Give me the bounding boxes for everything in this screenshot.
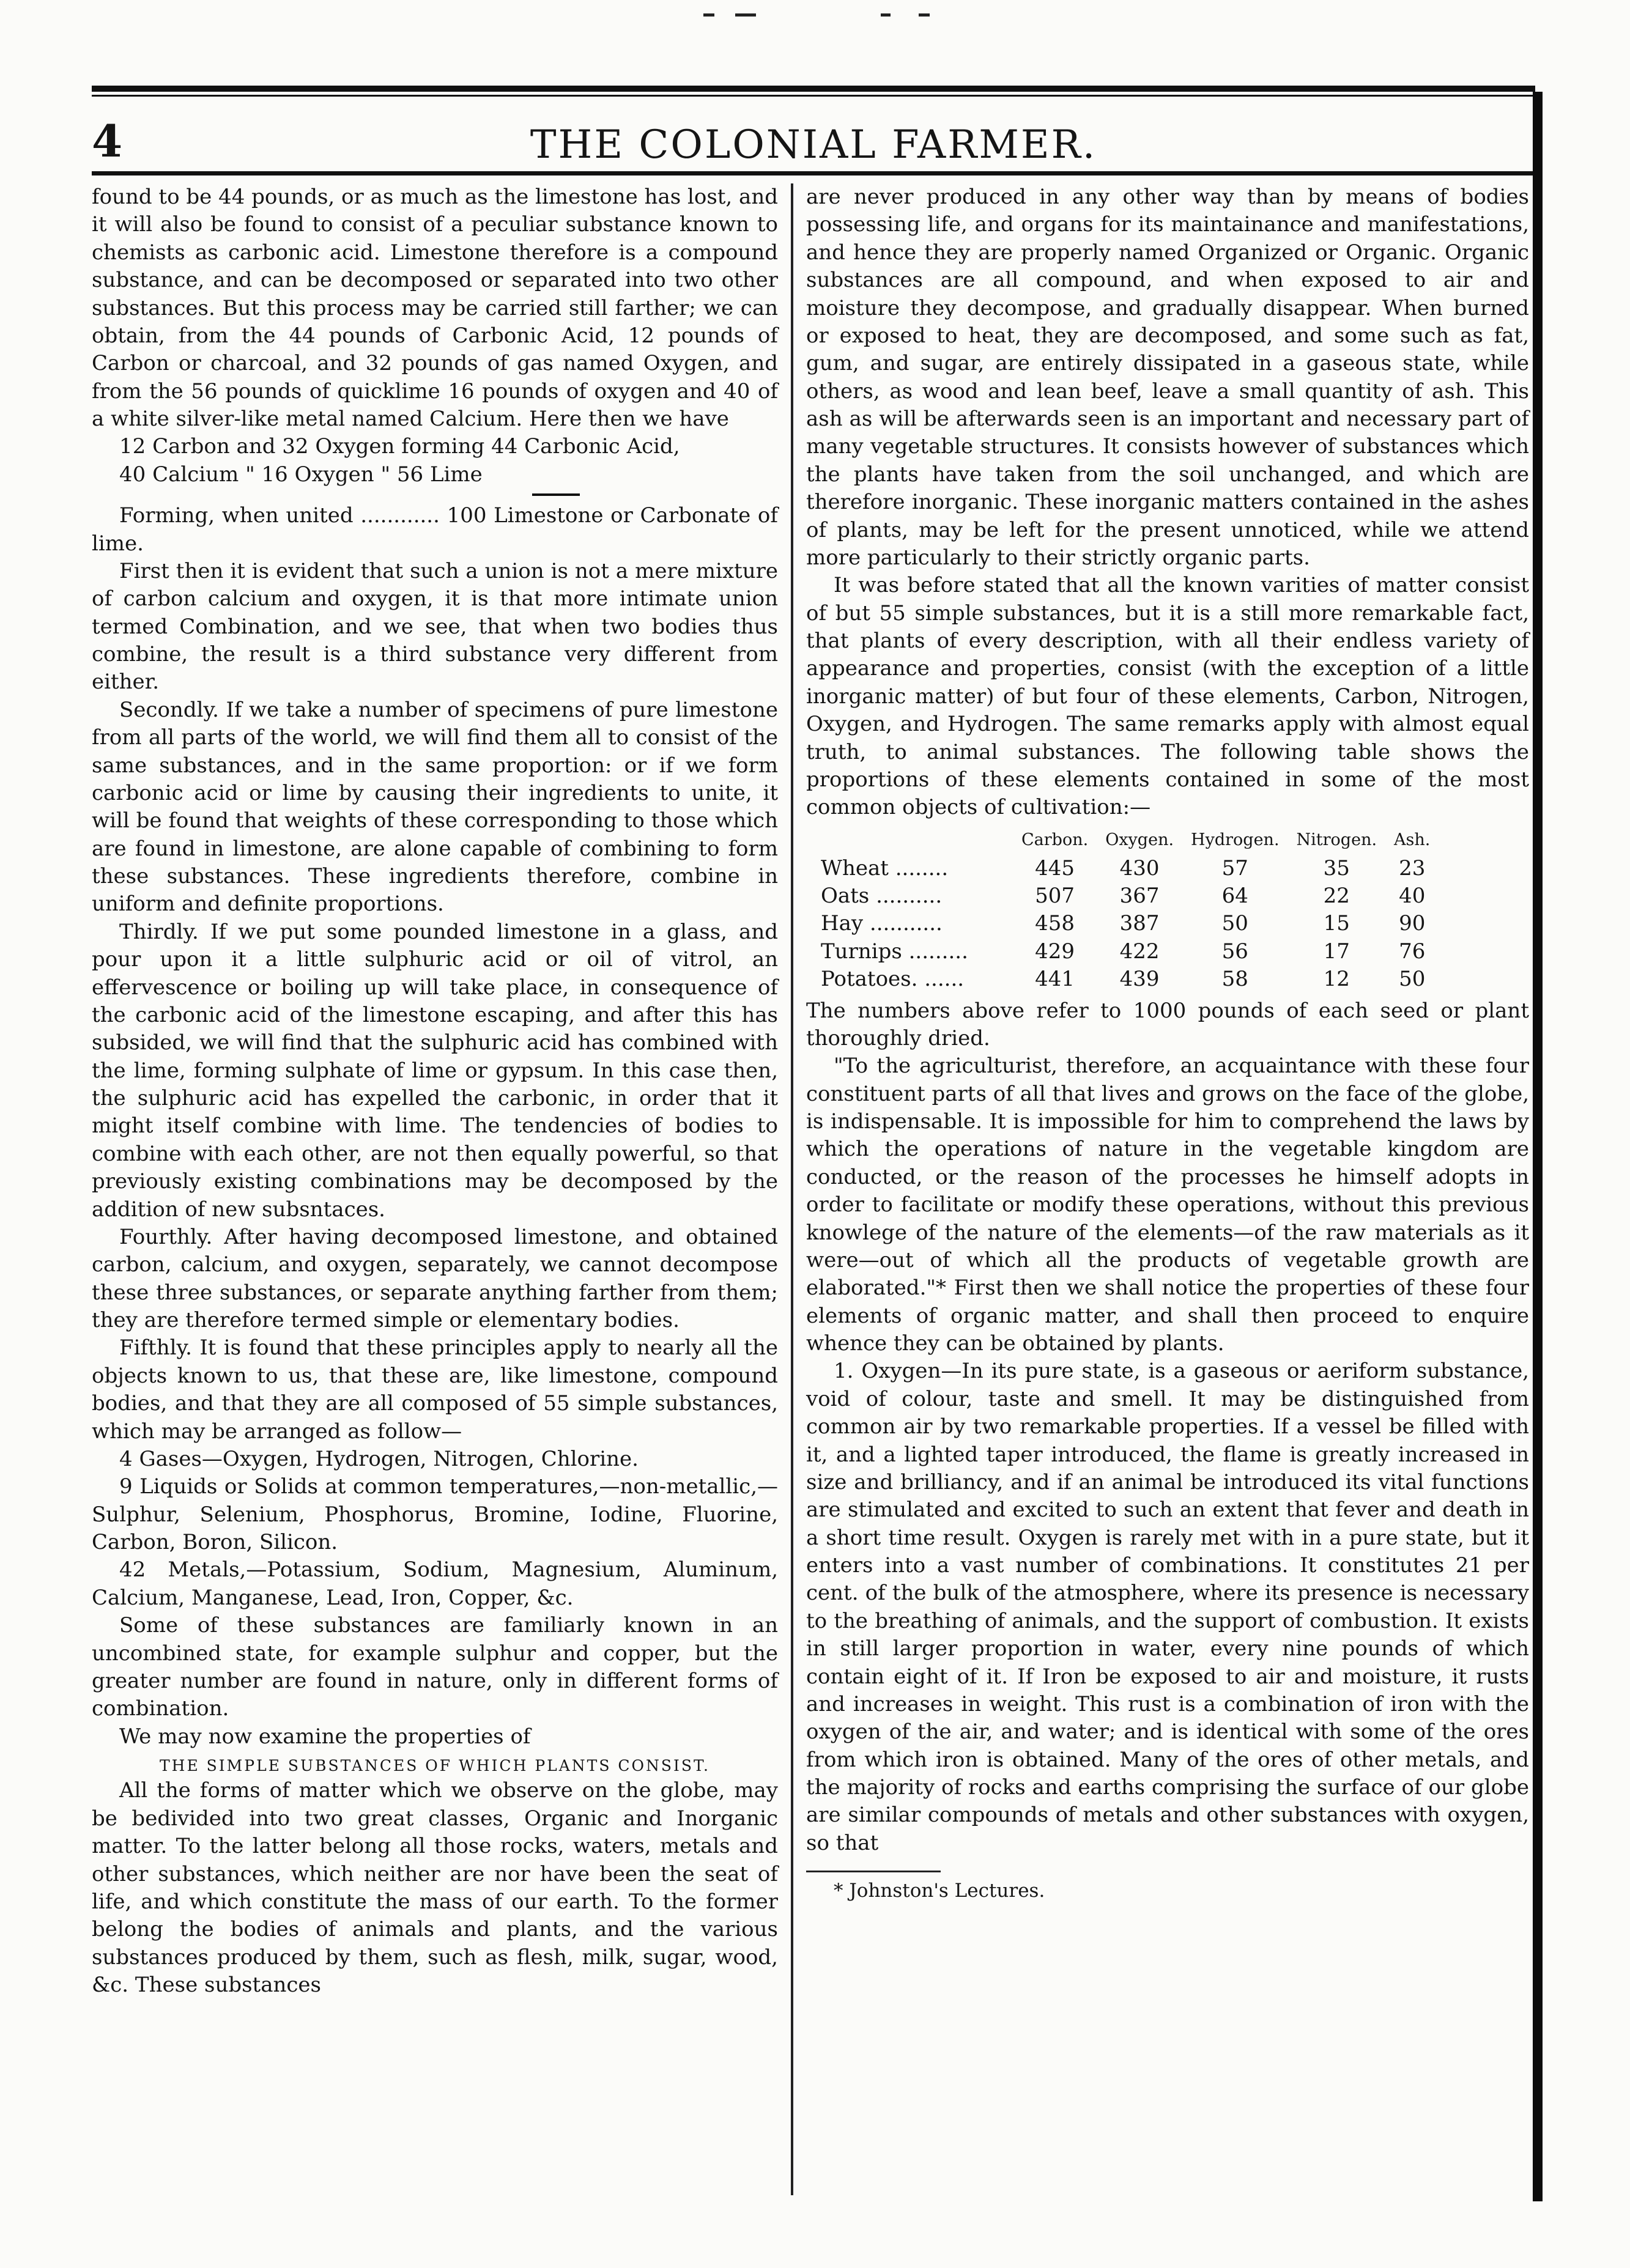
paragraph: Thirdly. If we put some pounded limestone in a glass, and pour upon it a little sulphuric acid or oil of vitrol, an effervescence or boiling up will take place, in consequence of the carbonic acid of the limestone escaping, and after this has subsided, we will find that the sulphuric acid has combined with the lime, forming sulphate of lime or gypsum. In this case then, the sulphuric acid has expelled the carbonic, in order that it might itself combine with lime. The tendencies of bodies to combine with each other, are not then equally powerful, so that previously existing combinations may be decomposed by the addition of new subsntaces. [92,919,778,1222]
formula-line: 40 Calcium " 16 Oxygen " 56 Lime [119,462,483,487]
table-cell: 22 [1323,884,1350,909]
table-cell: 441 [1035,967,1075,992]
formula-sum-rule [532,493,580,496]
table-cell: 23 [1399,855,1426,881]
table-cell: 429 [1035,939,1075,964]
paragraph: It was before stated that all the known varities of matter consist of but 55 simple substances, but it is a still more remarkable fact, that plants of every description, with all their endless variety of appearance and properties, consist (with the exception of a little inorganic matter) of but four of these elements, Carbon, Nitrogen, Oxygen, and Hydrogen. The same remarks apply with almost equal truth, to animal substances. The following table shows the proportions of these elements contained in some of the most common objects of cultivation:— [806,573,1529,820]
masthead-top-rule [92,86,1535,92]
masthead-bottom-rule [92,171,1535,175]
crop-name: Potatoes. ...... [821,967,965,992]
table-cell: 50 [1399,967,1426,992]
table-header-row [821,829,1439,855]
table-cell: 507 [1035,884,1075,909]
table-cell: 64 [1221,884,1248,909]
element-list-item: 9 Liquids or Solids at common temperatures,—non-metallic,—Sulphur, Selenium, Phosphorus, Bromine, Iodine, Fluorine, Carbon, Boron, Silicon. [92,1474,778,1554]
table-row [821,910,1439,937]
element-list-item: 4 Gases—Oxygen, Hydrogen, Nitrogen, Chlorine. [119,1446,639,1471]
masthead [92,86,1535,175]
page-number: 4 [92,115,123,167]
table-cell: 12 [1323,967,1350,992]
table-row [821,882,1439,910]
crop-name: Hay ........... [821,911,943,936]
table-cell: 367 [1119,884,1160,909]
section-heading: THE SIMPLE SUBSTANCES OF WHICH PLANTS CONSIST. [160,1757,710,1775]
table-cell: 50 [1221,911,1248,936]
composition-table [821,829,1439,994]
column-header: Nitrogen. [1296,830,1377,849]
table-cell: 35 [1323,855,1350,881]
page-binding-edge [1533,92,1543,2201]
paragraph: Secondly. If we take a number of specimens of pure limestone from all parts of the world, we will find them all to consist of the same substances, and in the same proportion: or if we form carbonic acid or lime by causing their ingredients to unite, it will be found that weights of these corresponding to those which are found in limestone, are alone capable of combining to form these substances. These ingredients therefore, combine in uniform and definite proportions. [92,697,778,917]
table-cell: 439 [1119,967,1160,992]
table-cell: 90 [1399,911,1426,936]
left-column [92,183,778,1999]
column-header [821,829,1013,855]
crop-name: Turnips ......... [821,939,968,964]
newspaper-title: THE COLONIAL FARMER. [530,122,1097,168]
crop-name: Oats .......... [821,884,943,909]
right-column [806,183,1529,1904]
footnote: * Johnston's Lectures. [834,1880,1045,1902]
table-cell: 387 [1119,911,1160,936]
table-cell: 445 [1035,855,1075,881]
top-margin-marks [703,9,936,21]
footnote-rule [806,1871,941,1872]
paragraph: We may now examine the properties of [119,1724,531,1749]
crop-name: Wheat ........ [821,855,949,881]
table-cell: 76 [1399,939,1426,964]
table-row [821,966,1439,993]
paragraph: Fifthly. It is found that these principles apply to nearly all the objects known to us, that these are, like limestone, compound bodies, and that they are all composed of 55 simple substances, which may be arranged as follow— [92,1335,778,1444]
table-cell: 56 [1221,939,1248,964]
table-cell: 17 [1323,939,1350,964]
paragraph: First then it is evident that such a union is not a mere mixture of carbon calcium and oxygen, it is that more intimate union termed Combination, and we see, that when two bodies thus combine, the result is a third substance very different from either. [92,558,778,695]
column-header: Carbon. [1021,830,1089,849]
formula-total: Forming, when united ............ 100 Limestone or Carbonate of lime. [92,503,778,556]
table-cell: 430 [1119,855,1160,881]
column-divider [791,183,793,2195]
paragraph: Fourthly. After having decomposed limestone, and obtained carbon, calcium, and oxygen, separately, we cannot decompose these three substances, or separate anything farther from them; they are therefore termed simple or elementary bodies. [92,1224,778,1332]
paragraph: found to be 44 pounds, or as much as the limestone has lost, and it will also be found to consist of a peculiar substance known to chemists as carbonic acid. Limestone therefore is a compound substance, and can be decomposed or separated into two other substances. But this process may be carried still farther; we can obtain, from the 44 pounds of Carbonic Acid, 12 pounds of Carbon or charcoal, and 32 pounds of gas named Oxygen, and from the 56 pounds of quicklime 16 pounds of oxygen and 40 of a white silver-like metal named Calcium. Here then we have [92,185,778,431]
table-row [821,855,1439,882]
table-cell: 40 [1399,884,1426,909]
masthead-row [92,97,1535,168]
formula-line: 12 Carbon and 32 Oxygen forming 44 Carbonic Acid, [119,434,680,459]
paragraph: "To the agriculturist, therefore, an acquaintance with these four constituent parts of all that lives and grows on the face of the globe, is indispensable. It is impossible for him to comprehend the laws by which the operations of nature in the vegetable kingdom are conducted, or the reason of the processes he himself adopts in order to facilitate or modify these operations, without this previous knowlege of the nature of the elements—of the raw materials as it were—out of which all the products of vegetable growth are elaborated."* First then we shall notice the properties of these four elements of organic matter, and shall then proceed to enquire whence they can be obtained by plants. [806,1054,1529,1356]
column-header: Ash. [1394,830,1431,849]
element-list-item: 42 Metals,—Potassium, Sodium, Magnesium, Aluminum, Calcium, Manganese, Lead, Iron, Copper, &c. [92,1557,778,1610]
column-header: Oxygen. [1105,830,1174,849]
paragraph: The numbers above refer to 1000 pounds of each seed or plant thoroughly dried. [806,998,1529,1051]
column-header: Hydrogen. [1191,830,1280,849]
paragraph: are never produced in any other way than by means of bodies possessing life, and organs for its maintainance and manifestations, and hence they are properly named Organized or Organic. Organic substances are all compound, and when exposed to air and moisture they decompose, and gradually disappear. When burned or exposed to heat, they are decomposed, and some such as fat, gum, and sugar, are entirely dissipated in a gaseous state, while others, as wood and lean beef, leave a small quantity of ash. This ash as will be afterwards seen is an important and necessary part of many vegetable structures. It consists however of substances which the plants have taken from the soil unchanged, and which are therefore inorganic. These inorganic matters contained in the ashes of plants, may be left for the present unnoticed, while we attend more particularly to their strictly organic parts. [806,185,1529,570]
table-cell: 458 [1035,911,1075,936]
table-cell: 15 [1323,911,1350,936]
table-cell: 58 [1221,967,1248,992]
table-row [821,938,1439,966]
paragraph: 1. Oxygen—In its pure state, is a gaseous or aeriform substance, void of colour, taste and smell. It may be distinguished from common air by two remarkable properties. If a vessel be filled with it, and a lighted taper introduced, the flame is greatly increased in size and brilliancy, and if an animal be introduced its vital functions are stimulated and excited to such an extent that fever and death in a short time result. Oxygen is rarely met with in a pure state, but it enters into a vast number of combinations. It constitutes 21 per cent. of the bulk of the atmosphere, where its presence is necessary to the breathing of animals, and the support of combustion. It exists in still larger proportion in water, every nine pounds of which contain eight of it. If Iron be exposed to air and moisture, it rusts and increases in weight. This rust is a combination of iron with the oxygen of the air, and water; and is identical with some of the ores from which iron is obtained. Many of the ores of other metals, and the majority of rocks and earths comprising the surface of our globe are similar compounds of metals and other substances with oxygen, so that [806,1359,1529,1855]
paragraph: Some of these substances are familiarly known in an uncombined state, for example sulphur and copper, but the greater number are found in nature, only in different forms of combination. [92,1613,778,1721]
table-cell: 422 [1119,939,1160,964]
paragraph: All the forms of matter which we observe on the globe, may be bedivided into two great classes, Organic and Inorganic matter. To the latter belong all those rocks, waters, metals and other substances, which neither are nor have been the seat of life, and which constitute the mass of our earth. To the former belong the bodies of animals and plants, and the various substances produced by them, such as flesh, milk, sugar, wood, &c. These substances [92,1778,778,1997]
table-cell: 57 [1221,855,1248,881]
